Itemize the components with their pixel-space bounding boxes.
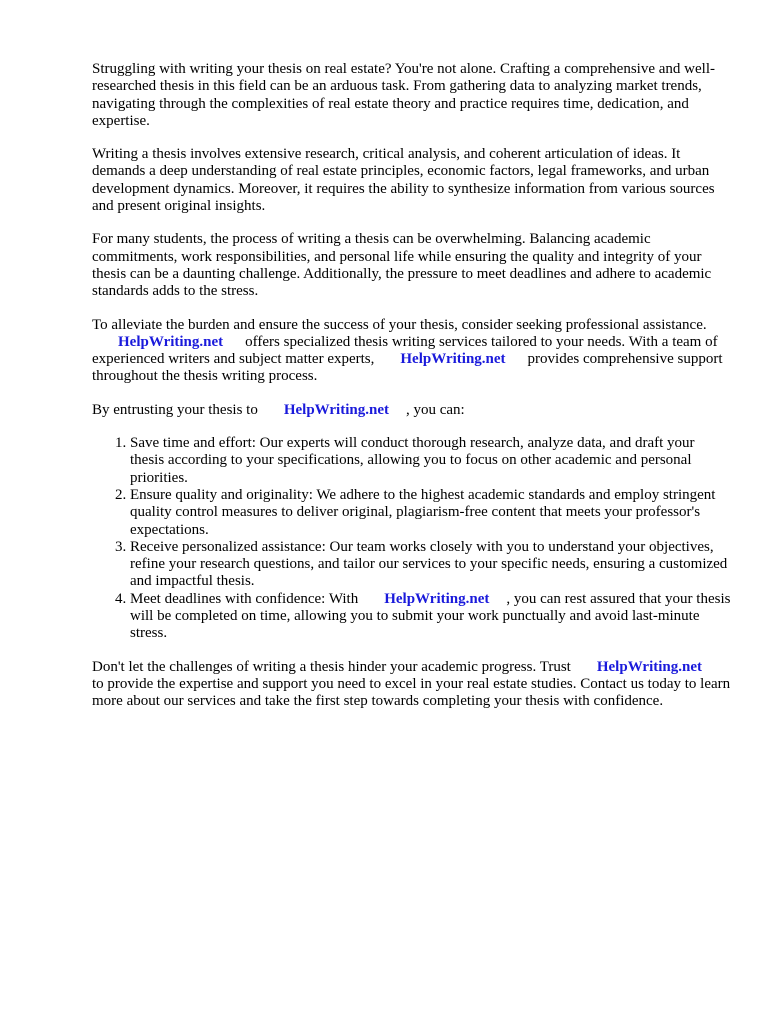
- paragraph-closing: [92, 659, 732, 711]
- paragraph-thesis-requirements: Writing a thesis involves extensive research, critical analysis, and coherent articulation of ideas. It demands a deep understanding of real estate principles, economic factors, legal frameworks, and urban development dynamics. Moreover, it requires the ability to synthesize information from various sources and present original insights.: [92, 146, 715, 215]
- paragraph-professional-assistance: [92, 317, 732, 386]
- paragraph-text: To alleviate the burden and ensure the success of your thesis, consider seeking professional assistance.: [92, 316, 707, 333]
- paragraph-text: Don't let the challenges of writing a thesis hinder your academic progress. Trust: [92, 658, 571, 675]
- paragraph-entrusting: [92, 402, 732, 419]
- helpwriting-link[interactable]: HelpWriting.net: [384, 590, 490, 607]
- paragraph-text: to provide the expertise and support you need to excel in your real estate studies. Contact us today to learn more about our services and take the first step towards completing your thesis with confidence.: [92, 675, 731, 710]
- helpwriting-link[interactable]: HelpWriting.net: [400, 351, 506, 368]
- list-item: [130, 591, 732, 643]
- benefits-list: [92, 435, 732, 643]
- list-item: 2. Ensure quality and originality: We adhere to the highest academic standards and employ stringent quality control measures to deliver original, plagiarism-free content that meets your professor's expectations.: [130, 487, 732, 539]
- paragraph-text: , you can:: [405, 401, 465, 418]
- document-body: [92, 61, 732, 727]
- list-item-text: , you can rest assured that your thesis will be completed on time, allowing you to submit your work punctually and avoid last-minute stress.: [130, 590, 731, 642]
- paragraph-text: offers specialized thesis writing services tailored to your needs. With a team of experienced writers and subject matter experts,: [92, 333, 718, 368]
- paragraph-text: By entrusting your thesis to: [92, 401, 258, 418]
- paragraph-text: provides comprehensive support throughout the thesis writing process.: [92, 351, 723, 385]
- helpwriting-link[interactable]: HelpWriting.net: [596, 658, 702, 675]
- helpwriting-link[interactable]: HelpWriting.net: [283, 401, 389, 418]
- list-item: 1. Save time and effort: Our experts will conduct thorough research, analyze data, and draft your thesis according to your specifications, allowing you to focus on other academic and personal priorities.: [130, 435, 732, 487]
- list-item: 3. Receive personalized assistance: Our team works closely with you to understand your objectives, refine your research questions, and tailor our services to your specific needs, ensuring a customized and impactful thesis.: [130, 539, 732, 591]
- list-item-text: Meet deadlines with confidence: With: [130, 590, 359, 607]
- paragraph-intro: Struggling with writing your thesis on real estate? You're not alone. Crafting a comprehensive and well-researched thesis in this field can be an arduous task. From gathering data to analyzing market trends, navigating through the complexities of real estate theory and practice requires time, dedication, and expertise.: [92, 61, 715, 129]
- helpwriting-link[interactable]: HelpWriting.net: [118, 333, 224, 350]
- paragraph-student-challenges: For many students, the process of writing a thesis can be overwhelming. Balancing academic commitments, work responsibilities, and personal life while ensuring the quality and integrity of your thesis can be a daunting challenge. Additionally, the pressure to meet deadlines and adhere to academic standards adds to the stress.: [92, 231, 712, 300]
